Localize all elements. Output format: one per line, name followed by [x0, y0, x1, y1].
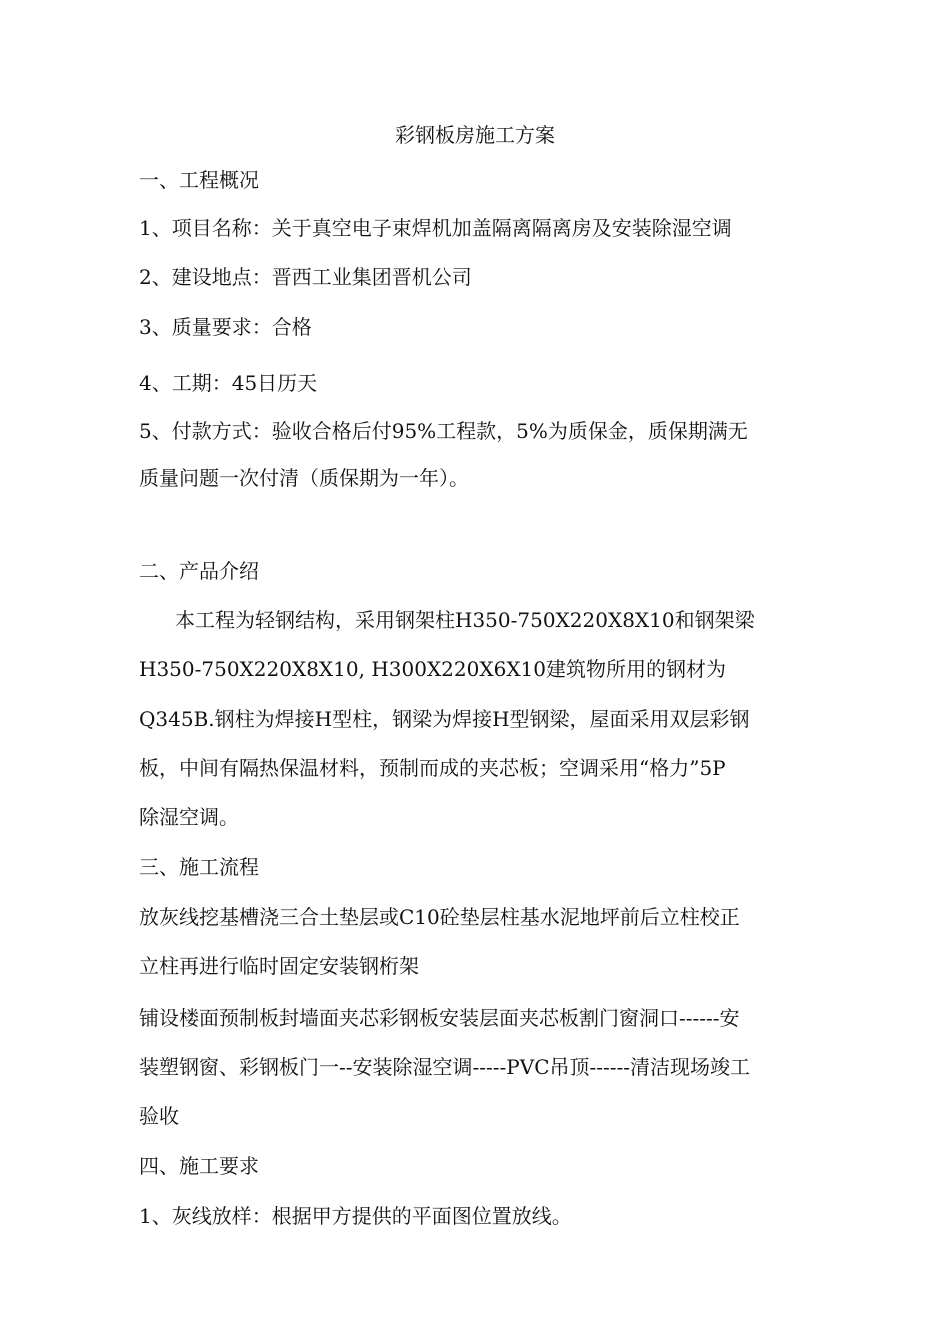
- payment-line-2: 质量问题一次付清（质保期为一年）。: [139, 466, 469, 490]
- product-paragraph-line-5: 除湿空调。: [139, 805, 239, 829]
- document-title: 彩钢板房施工方案: [395, 123, 555, 147]
- product-paragraph-line-1: 本工程为轻钢结构，采用钢架柱H350-750X220X8X10和钢架梁: [175, 608, 755, 632]
- process-line-5: 验收: [139, 1104, 179, 1128]
- payment-line-1: 5、付款方式：验收合格后付95%工程款，5%为质保金，质保期满无: [139, 419, 748, 443]
- section-heading-product: 二、产品介绍: [139, 559, 259, 583]
- requirement-line-1: 1、灰线放样：根据甲方提供的平面图位置放线。: [139, 1204, 572, 1228]
- quality-requirement-line: 3、质量要求：合格: [139, 315, 312, 339]
- section-heading-requirements: 四、施工要求: [139, 1154, 259, 1178]
- product-paragraph-line-4: 板，中间有隔热保温材料，预制而成的夹芯板；空调采用“格力”5P: [139, 756, 726, 780]
- duration-line: 4、工期：45日历天: [139, 371, 318, 395]
- process-line-1: 放灰线挖基槽浇三合土垫层或C10砼垫层柱基水泥地坪前后立柱校正: [139, 905, 740, 929]
- section-heading-process: 三、施工流程: [139, 855, 259, 879]
- process-line-2: 立柱再进行临时固定安装钢桁架: [139, 954, 419, 978]
- section-heading-overview: 一、工程概况: [139, 168, 259, 192]
- process-line-3: 铺设楼面预制板封墙面夹芯彩钢板安装层面夹芯板割门窗洞口------安: [139, 1006, 740, 1030]
- process-line-4: 装塑钢窗、彩钢板门一--安装除湿空调-----PVC吊顶------清洁现场竣工: [139, 1055, 751, 1079]
- product-paragraph-line-3: Q345B.钢柱为焊接H型柱，钢梁为焊接H型钢梁，屋面采用双层彩钢: [139, 707, 750, 731]
- product-paragraph-line-2: H350-750X220X8X10, H300X220X6X10建筑物所用的钢材为: [139, 657, 727, 681]
- construction-site-line: 2、建设地点：晋西工业集团晋机公司: [139, 265, 472, 289]
- project-name-line: 1、项目名称：关于真空电子束焊机加盖隔离隔离房及安装除湿空调: [139, 216, 732, 240]
